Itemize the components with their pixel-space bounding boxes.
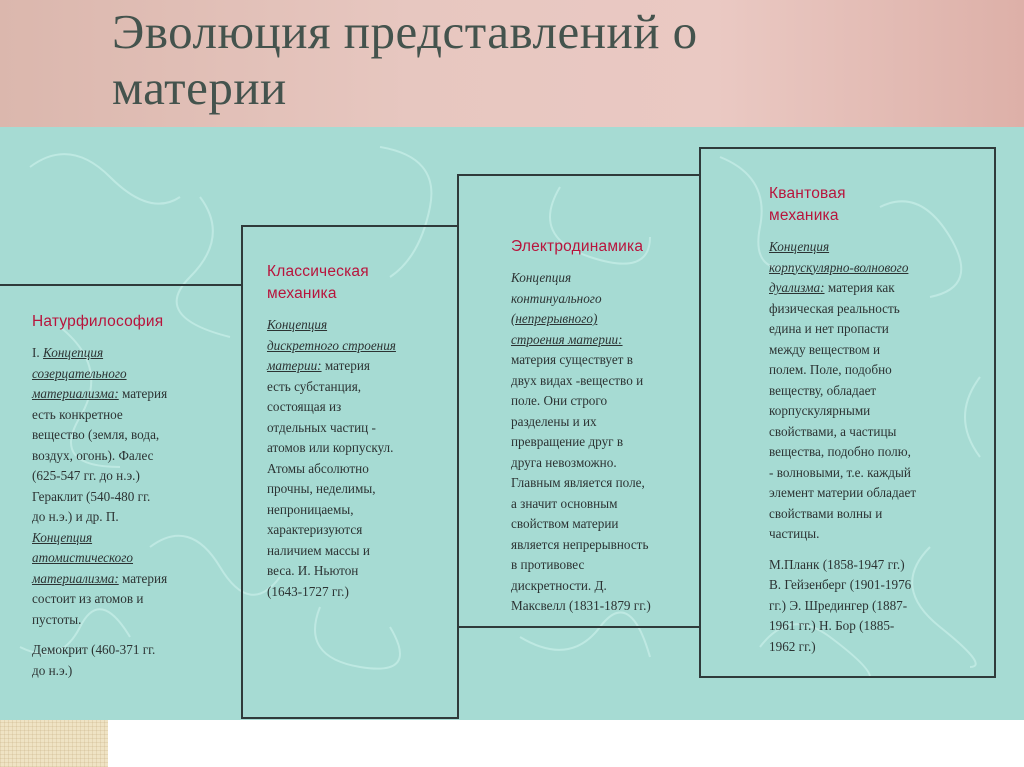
column-heading: Натурфилософия — [32, 313, 164, 330]
bottom-margin — [108, 720, 1024, 767]
column-body: Концепция дискретного строения материи: материя есть субстанция, состоящая из отдельных частиц - атомов или корпускул. Атомы абсолютно прочны, неделимы, непроницаемы, характеризуются наличием массы и веса. И. Ньютон (1643-1727 гг.) — [267, 317, 396, 599]
column-footer: М.Планк (1858-1947 гг.) В. Гейзенберг (1901-1976 гг.) Э. Шредингер (1887- 1961 гг.) Н. Бор (1885- 1962 гг.) — [769, 556, 912, 654]
border-col2-bottom — [241, 717, 459, 719]
slide-title: Эволюция представлений о материи — [112, 4, 698, 115]
border-col1-top — [0, 284, 243, 286]
border-col3-top — [457, 174, 701, 176]
border-col3-bottom — [457, 626, 701, 628]
border-col4-left — [699, 147, 701, 678]
column-body: I. Концепция созерцательного материализма: материя есть конкретное вещество (земля, вода, воздух, огонь). Фалес (625-547 гг. до н.э.) Гераклит (540-480 гг. до н.э.) и др. П. Концепция атомистического материализма: материя состоит из атомов и пустоты. — [32, 345, 168, 627]
border-col1-left — [241, 225, 243, 719]
column-classical-mechanics — [267, 261, 452, 602]
column-body: Концепция корпускулярно-волнового дуализма: материя как физическая реальность едина и нет пропасти между веществом и полем. Поле, подобно веществу, обладает корпускулярными свойствами, а частицы вещества, подобно полю, - волновыми, т.е. каждый элемент материи обладает свойствами волны и частицы. — [769, 239, 917, 541]
column-footer: Демокрит (460-371 гг. до н.э.) — [32, 642, 156, 678]
column-body: Концепция континуального (непрерывного) строения материи: материя существует в двух видах -вещество и поле. Они строго разделены и их превращение друг в друга невозможно. Главным является поле, а значит основным свойством материи является непрерывность в противовес дискретности. Д. Максвелл (1831-1879 гг.) — [511, 270, 651, 613]
column-heading: Электродинамика — [511, 238, 644, 255]
border-col4-bottom — [699, 676, 996, 678]
border-col2-top — [241, 225, 459, 227]
column-quantum-mechanics — [769, 183, 991, 657]
column-electrodynamics — [511, 236, 696, 617]
column-heading: Квантовая механика — [769, 185, 846, 224]
border-col2-right — [457, 174, 459, 719]
border-col4-top — [699, 147, 996, 149]
column-natural-philosophy — [32, 311, 232, 681]
border-col4-right — [994, 147, 996, 678]
column-heading: Классическая механика — [267, 263, 369, 302]
